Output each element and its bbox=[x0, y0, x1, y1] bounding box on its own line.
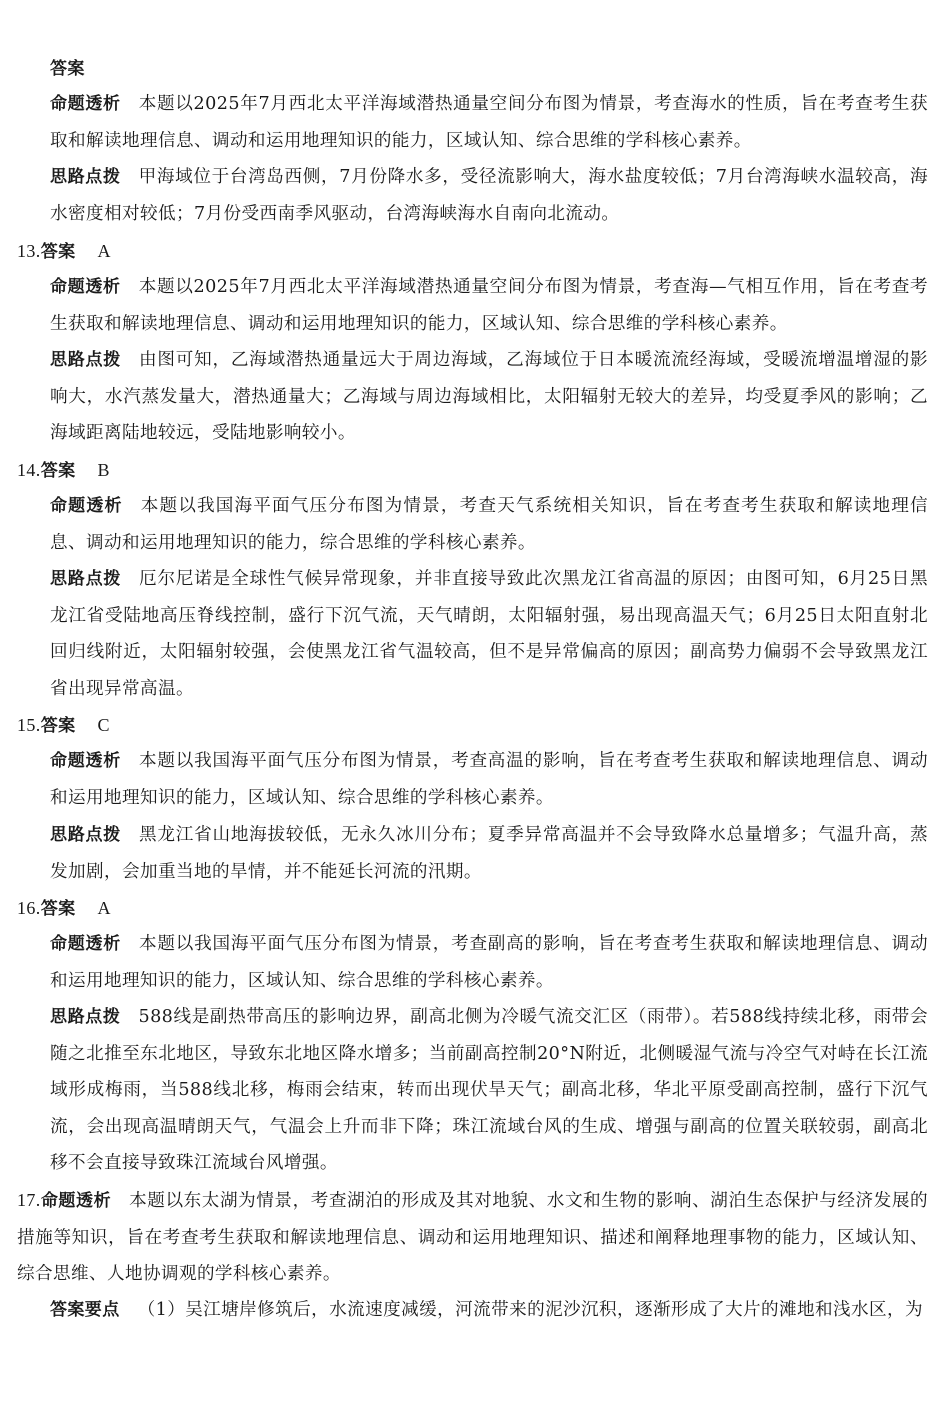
hint-text: 由图可知，乙海域潜热通量远大于周边海域，乙海域位于日本暖流流经海域，受暖流增温增湿的影响大，水汽蒸发量大，潜热通量大；乙海域与周边海域相比，太阳辐射无较大的差异，均受夏季风的影响；乙海域距离陆地较远，受陆地影响较小。 bbox=[50, 350, 928, 443]
item-15-hint bbox=[50, 817, 928, 890]
item-14-answer-row bbox=[17, 452, 928, 490]
hint-label: 思路点拨 bbox=[50, 825, 122, 845]
item-17-key-points bbox=[50, 1292, 928, 1329]
item-17-analysis bbox=[17, 1182, 928, 1293]
item-14-analysis bbox=[50, 488, 928, 561]
item-14-hint bbox=[50, 561, 928, 707]
item-12-hint bbox=[50, 159, 928, 232]
question-number: 15. bbox=[17, 715, 41, 735]
key-points-label: 答案要点 bbox=[50, 1300, 120, 1320]
analysis-label: 命题透析 bbox=[50, 277, 121, 297]
question-number: 13. bbox=[17, 241, 41, 261]
analysis-label: 命题透析 bbox=[50, 934, 122, 954]
analysis-text: 本题以东太湖为情景，考查湖泊的形成及其对地貌、水文和生物的影响、湖泊生态保护与经济发展的措施等知识，旨在考查考生获取和解读地理信息、调动和运用地理知识、描述和阐释地理事物的能力，区域认知、综合思维、人地协调观的学科核心素养。 bbox=[17, 1191, 928, 1284]
answer-value: A bbox=[97, 241, 111, 261]
item-15-answer-row bbox=[17, 707, 928, 745]
question-number: 14. bbox=[17, 460, 41, 480]
analysis-label: 命题透析 bbox=[40, 1191, 112, 1211]
hint-label: 思路点拨 bbox=[50, 350, 122, 370]
question-number: 17. bbox=[17, 1190, 41, 1210]
hint-text: 黑龙江省山地海拔较低，无永久冰川分布；夏季异常高温并不会导致降水总量增多；气温升高，蒸发加剧，会加重当地的旱情，并不能延长河流的汛期。 bbox=[50, 825, 928, 882]
analysis-text: 本题以我国海平面气压分布图为情景，考查高温的影响，旨在考查考生获取和解读地理信息、调动和运用地理知识的能力，区域认知、综合思维的学科核心素养。 bbox=[50, 751, 928, 808]
answer-label: 答案 bbox=[50, 59, 85, 79]
key-points-text: （1）吴江塘岸修筑后，水流速度减缓，河流带来的泥沙沉积，逐渐形成了大片的滩地和浅水区，为 bbox=[137, 1300, 923, 1320]
question-number: 16. bbox=[17, 898, 41, 918]
item-16-answer-row bbox=[17, 890, 928, 928]
hint-label: 思路点拨 bbox=[50, 167, 121, 187]
item-12-analysis bbox=[50, 86, 928, 159]
answer-value: C bbox=[97, 715, 110, 735]
analysis-text: 本题以我国海平面气压分布图为情景，考查副高的影响，旨在考查考生获取和解读地理信息、调动和运用地理知识的能力，区域认知、综合思维的学科核心素养。 bbox=[50, 934, 928, 991]
hint-text: 厄尔尼诺是全球性气候异常现象，并非直接导致此次黑龙江省高温的原因；由图可知，6月25日黑龙江省受陆地高压脊线控制，盛行下沉气流，天气晴朗，太阳辐射强，易出现高温天气；6月25日太阳直射北回归线附近，太阳辐射较强，会使黑龙江省气温较高，但不是异常偏高的原因；副高势力偏弱不会导致黑龙江省出现异常高温。 bbox=[50, 569, 928, 699]
answer-label: 答案 bbox=[40, 716, 76, 736]
analysis-text: 本题以我国海平面气压分布图为情景，考查天气系统相关知识，旨在考查考生获取和解读地理信息、调动和运用地理知识的能力，综合思维的学科核心素养。 bbox=[50, 496, 928, 553]
item-16-analysis bbox=[50, 926, 928, 999]
hint-label: 思路点拨 bbox=[50, 1007, 121, 1027]
analysis-label: 命题透析 bbox=[50, 94, 121, 114]
item-13-answer-row bbox=[17, 233, 928, 271]
answer-label: 答案 bbox=[40, 899, 76, 919]
answer-label: 答案 bbox=[40, 461, 76, 481]
analysis-text: 本题以2025年7月西北太平洋海域潜热通量空间分布图为情景，考查海—气相互作用，旨在考查考生获取和解读地理信息、调动和运用地理知识的能力，区域认知、综合思维的学科核心素养。 bbox=[50, 277, 928, 334]
answer-value: B bbox=[97, 460, 110, 480]
answer-value: A bbox=[97, 898, 111, 918]
item-13-hint bbox=[50, 342, 928, 452]
analysis-label: 命题透析 bbox=[50, 496, 123, 516]
item-16-hint bbox=[50, 999, 928, 1182]
answer-label: 答案 bbox=[40, 242, 76, 262]
item-13-analysis bbox=[50, 269, 928, 342]
item-12-answer-row bbox=[50, 50, 928, 88]
hint-text: 588线是副热带高压的影响边界，副高北侧为冷暖气流交汇区（雨带）。若588线持续北移，雨带会随之北推至东北地区，导致东北地区降水增多；当前副高控制20°N附近，北侧暖湿气流与冷空气对峙在长江流域形成梅雨，当588线北移，梅雨会结束，转而出现伏旱天气；副高北移，华北平原受副高控制，盛行下沉气流，会出现高温晴朗天气，气温会上升而非下降；珠江流域台风的生成、增强与副高的位置关联较弱，副高北移不会直接导致珠江流域台风增强。 bbox=[50, 1007, 928, 1173]
analysis-label: 命题透析 bbox=[50, 751, 122, 771]
hint-text: 甲海域位于台湾岛西侧，7月份降水多，受径流影响大，海水盐度较低；7月台湾海峡水温较高，海水密度相对较低；7月份受西南季风驱动，台湾海峡海水自南向北流动。 bbox=[50, 167, 928, 224]
item-15-analysis bbox=[50, 743, 928, 816]
hint-label: 思路点拨 bbox=[50, 569, 122, 589]
analysis-text: 本题以2025年7月西北太平洋海域潜热通量空间分布图为情景，考查海水的性质，旨在考查考生获取和解读地理信息、调动和运用地理知识的能力，区域认知、综合思维的学科核心素养。 bbox=[50, 94, 928, 151]
